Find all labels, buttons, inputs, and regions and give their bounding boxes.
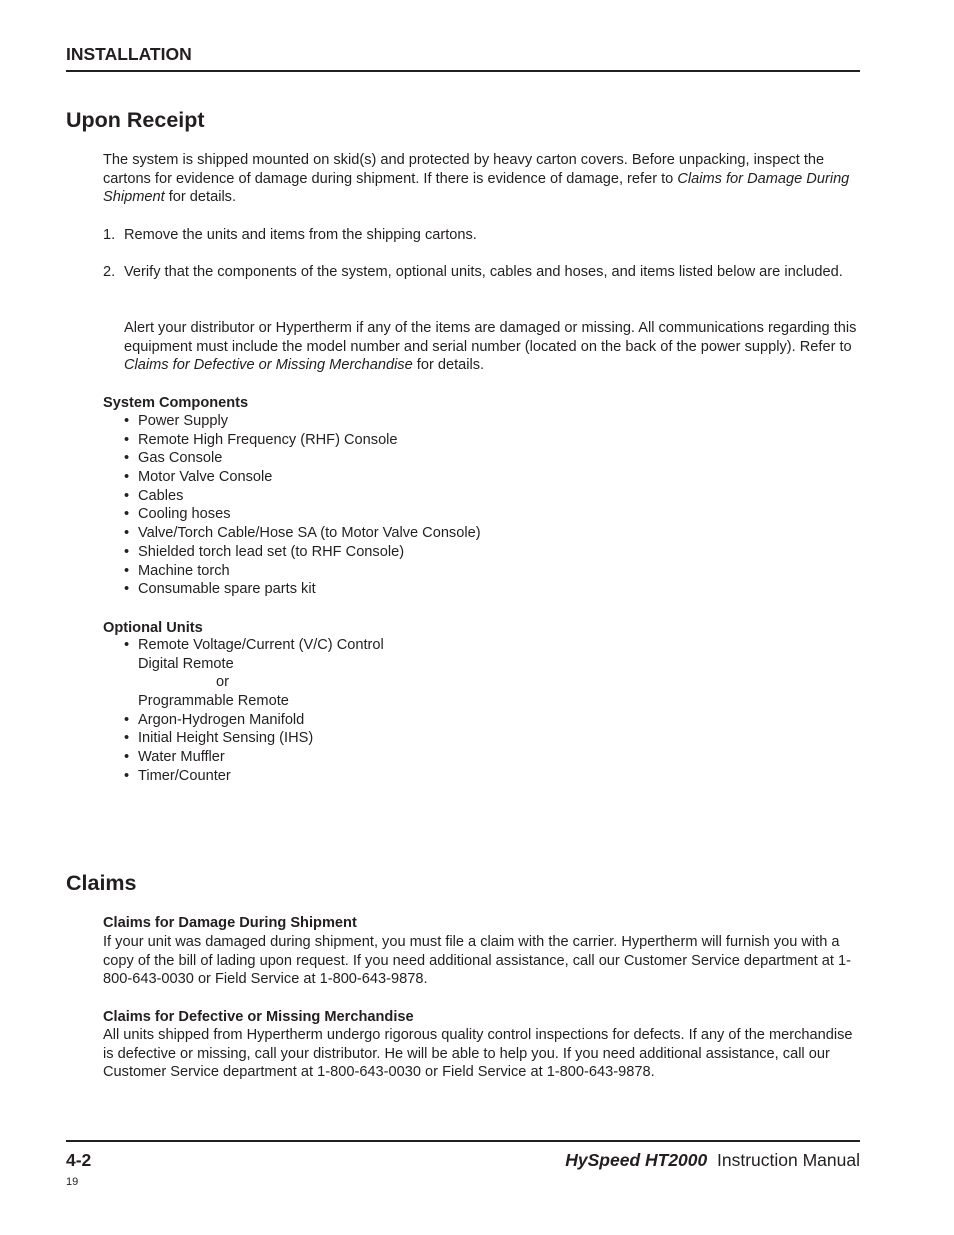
step-1-number: 1.: [103, 227, 116, 243]
list-item: • Initial Height Sensing (IHS): [124, 730, 314, 747]
bullet-icon: •: [124, 487, 130, 504]
bullet-icon: •: [124, 450, 130, 467]
header-rule: [66, 70, 860, 72]
or-separator: or: [216, 674, 229, 691]
optional-units-heading: Optional Units: [103, 620, 203, 636]
bullet-icon: •: [124, 543, 130, 560]
list-item: • Machine torch: [124, 562, 230, 579]
bullet-icon: •: [124, 711, 130, 728]
list-item: • Consumable spare parts kit: [124, 581, 316, 598]
bullet-icon: •: [124, 581, 130, 598]
defective-claims-heading: Claims for Defective or Missing Merchandise: [103, 1009, 414, 1025]
list-item: • Shielded torch lead set (to RHF Console): [124, 543, 405, 560]
alert-paragraph: Alert your distributor or Hypertherm if any of the items are damaged or missing. All communications regarding this equipment must include the model number and serial number (located on the back of the power supply). Refer to Claims for Defective or Missing Merchandise for details.: [124, 320, 857, 374]
damage-claims-text: If your unit was damaged during shipment, you must file a claim with the carrier. Hypertherm will furnish you with a copy of the bill of lading upon request. If you need additional assistance, call our Customer Service department at 1-800-643-0030 or Field Service at 1-800-643-9878.: [103, 934, 851, 988]
receipt-intro: The system is shipped mounted on skid(s) and protected by heavy carton covers. Before unpacking, inspect the cartons for evidence of damage during shipment. If there is evidence of damage, refer to Claims for Damage During Shipment for details.: [103, 152, 850, 206]
list-item: • Timer/Counter: [124, 767, 231, 784]
system-components-heading: System Components: [103, 395, 249, 411]
list-item: • Remote High Frequency (RHF) Console: [124, 431, 398, 448]
list-item: • Remote Voltage/Current (V/C) Control: [124, 637, 384, 653]
list-item: • Cooling hoses: [124, 506, 231, 523]
step-2-number: 2.: [103, 264, 116, 280]
page-number: 4-2: [66, 1150, 92, 1170]
list-item: • Valve/Torch Cable/Hose SA (to Motor Valve Console): [124, 525, 481, 542]
programmable-remote-option: Programmable Remote: [138, 693, 289, 710]
list-item: • Power Supply: [124, 413, 229, 429]
bullet-icon: •: [124, 767, 130, 784]
bullet-icon: •: [124, 749, 130, 766]
list-item: • Cables: [124, 487, 184, 504]
step-1-text: Remove the units and items from the shipping cartons.: [124, 227, 477, 243]
bullet-icon: •: [124, 562, 130, 579]
bullet-icon: •: [124, 637, 130, 653]
claims-damage-reference: Claims for Damage During Shipment: [103, 170, 850, 206]
list-item: • Argon-Hydrogen Manifold: [124, 711, 305, 728]
digital-remote-option: Digital Remote: [138, 655, 234, 672]
upon-receipt-heading: Upon Receipt: [66, 108, 205, 132]
bullet-icon: •: [124, 431, 130, 448]
bullet-icon: •: [124, 413, 130, 429]
section-label: INSTALLATION: [66, 44, 192, 64]
list-item: • Water Muffler: [124, 749, 225, 766]
manual-label: Instruction Manual: [717, 1150, 860, 1170]
footer-code: 19: [66, 1176, 79, 1188]
step-2-text: Verify that the components of the system, optional units, cables and hoses, and items listed below are included.: [124, 264, 843, 280]
claims-defective-reference: Claims for Defective or Missing Merchandise: [124, 357, 413, 374]
bullet-icon: •: [124, 525, 130, 542]
manual-title: [565, 1150, 860, 1171]
list-item: • Motor Valve Console: [124, 469, 273, 486]
claims-heading: Claims: [66, 871, 137, 895]
system-components-list: [124, 412, 481, 599]
optional-units-list: [124, 636, 384, 786]
footer-rule: [66, 1140, 860, 1142]
bullet-icon: •: [124, 469, 130, 486]
list-item: • Gas Console: [124, 450, 223, 467]
damage-claims-heading: Claims for Damage During Shipment: [103, 915, 357, 931]
bullet-icon: •: [124, 506, 130, 523]
product-name: HySpeed HT2000: [565, 1150, 708, 1170]
defective-claims-text: All units shipped from Hypertherm undergo rigorous quality control inspections for defects. If any of the merchandise is defective or missing, call your distributor. He will be able to help you. If you need additional assistance, call our Customer Service department at 1-800-643-0030 or Field Service at 1-800-643-9878.: [103, 1027, 853, 1081]
bullet-icon: •: [124, 730, 130, 747]
